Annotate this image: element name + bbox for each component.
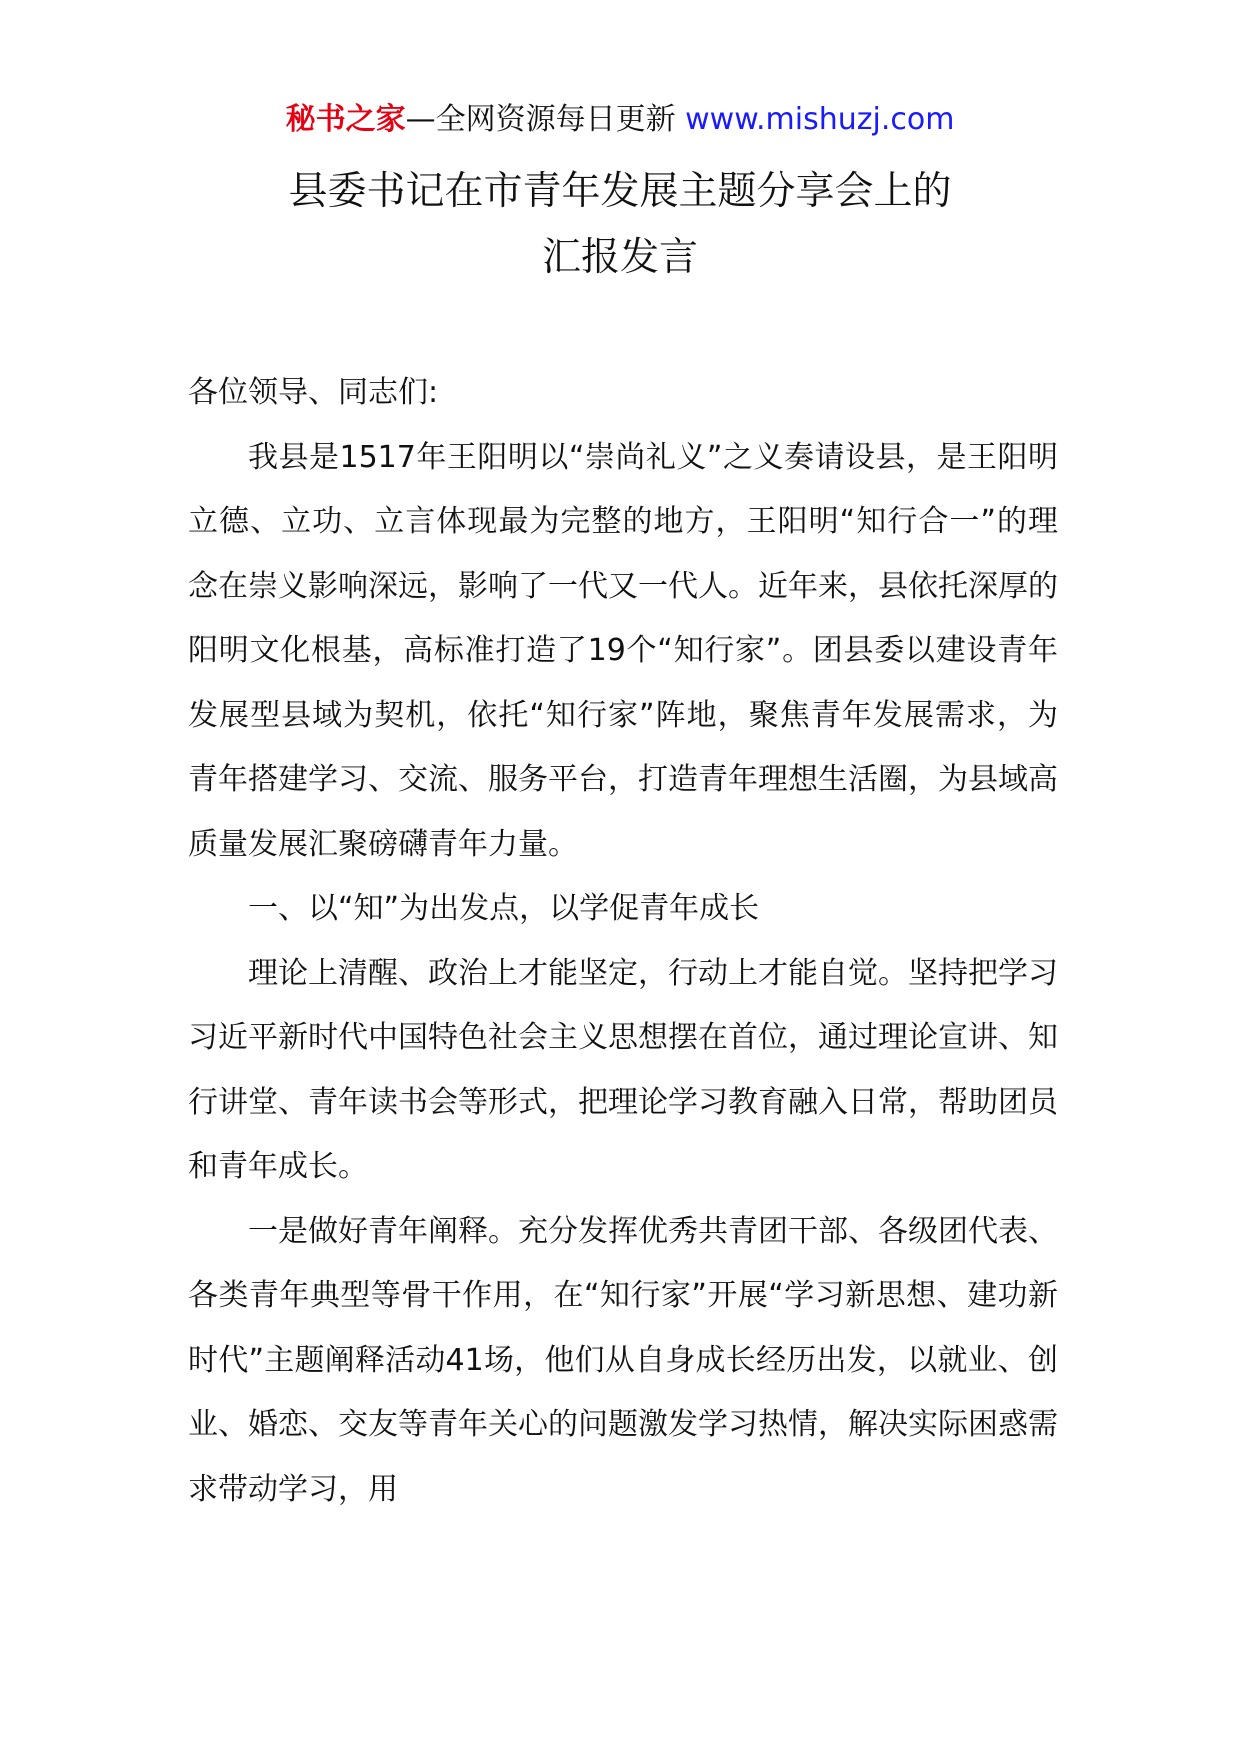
document-body (188, 361, 1058, 1522)
site-slogan: —全网资源每日更新 (405, 102, 686, 137)
document-title-line-2: 汇报发言 (541, 235, 698, 280)
paragraph-section-1-point-1: 一是做好青年阐释。充分发挥优秀共青团干部、各级团代表、各类青年典型等骨干作用，在“知行家”开展“学习新思想、建功新时代”主题阐释活动41场，他们从自身成长经历出发，以就业、创业、婚恋、交友等青年关心的问题激发学习热情，解决实际困惑需求带动学习，用 (188, 1213, 1058, 1507)
salutation: 各位领导、同志们: (188, 375, 439, 410)
paragraph-section-1-intro: 理论上清醒、政治上才能坚定，行动上才能自觉。坚持把学习习近平新时代中国特色社会主义思想摆在首位，通过理论宣讲、知行讲堂、青年读书会等形式，把理论学习教育融入日常，帮助团员和青年成长。 (188, 955, 1058, 1184)
paragraph-intro: 我县是1517年王阳明以“崇尚礼义”之义奏请设县，是王阳明立德、立功、立言体现最为完整的地方，王阳明“知行合一”的理念在崇义影响深远，影响了一代又一代人。近年来，县依托深厚的阳明文化根基，高标准打造了19个“知行家”。团县委以建设青年发展型县域为契机，依托“知行家”阵地，聚焦青年发展需求，为青年搭建学习、交流、服务平台，打造青年理想生活圈，为县域高质量发展汇聚磅礴青年力量。 (188, 439, 1058, 862)
document-title-line-1: 县委书记在市青年发展主题分享会上的 (288, 169, 952, 214)
site-url-link[interactable]: www.mishuzj.com (685, 102, 955, 137)
site-header-banner (0, 98, 1240, 142)
site-brand-name: 秘书之家 (285, 102, 406, 137)
section-heading-1: 一、以“知”为出发点，以学促青年成长 (248, 891, 760, 926)
